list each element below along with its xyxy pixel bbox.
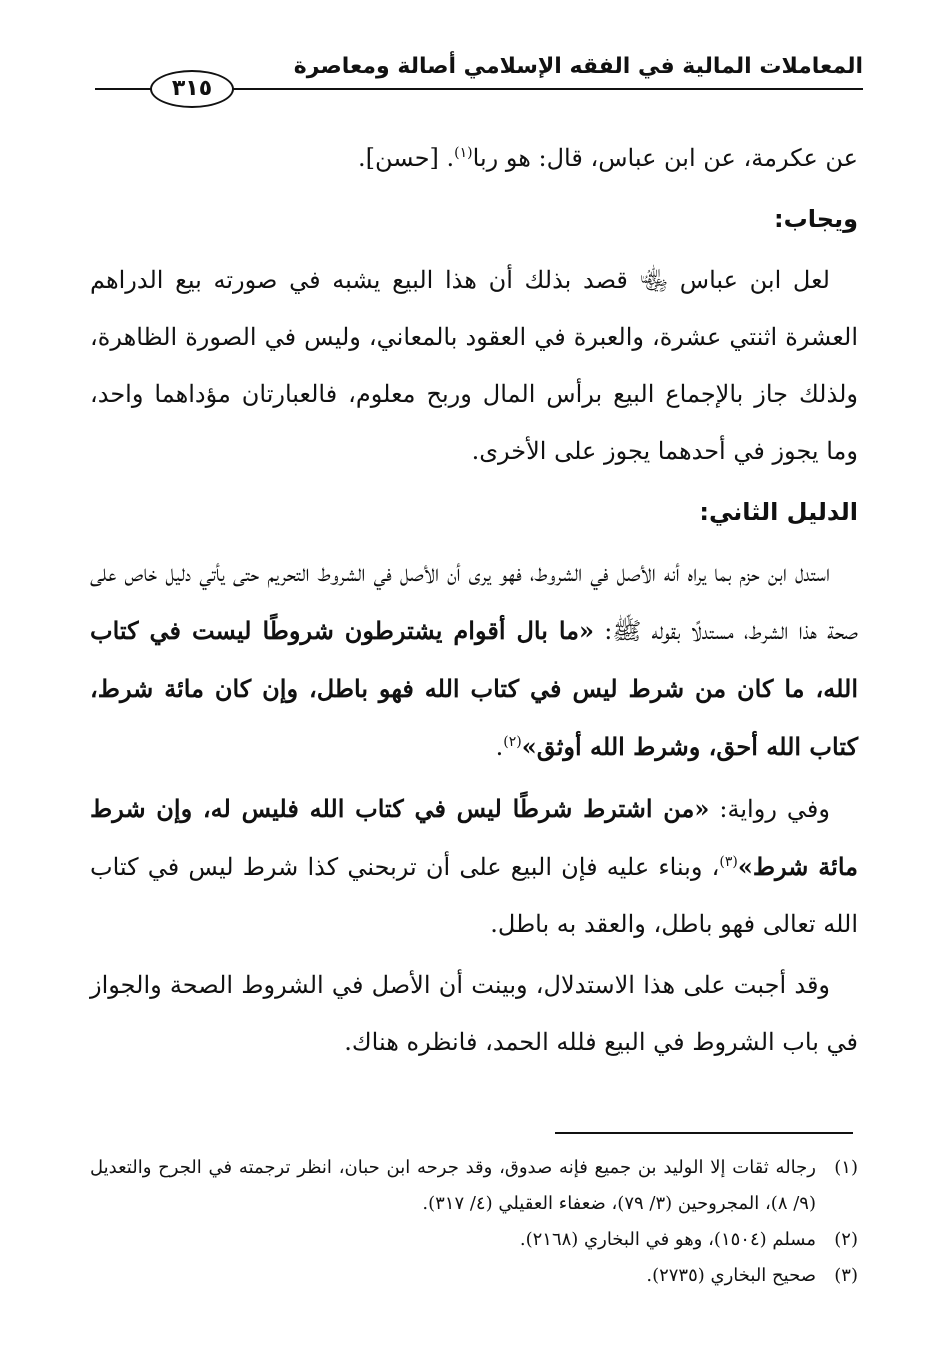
- paragraph-4-text: وفي رواية:: [709, 795, 830, 823]
- footnote-text: مسلم (١٥٠٤)، وهو في البخاري (٢١٦٨).: [519, 1229, 816, 1250]
- paragraph-4: [90, 780, 858, 953]
- page-number: ٣١٥: [150, 70, 234, 108]
- footnote-ref-2[interactable]: (٢): [503, 734, 522, 750]
- hadith-quote-2: «من اشترط شرطًا ليس في كتاب الله فليس له، وإن شرط مائة شرط»: [90, 794, 858, 881]
- paragraph-3: [90, 545, 858, 776]
- paragraph-1-text: عن عكرمة، عن ابن عباس، قال: هو ربا: [472, 144, 858, 172]
- footnote-ref-3[interactable]: (٣): [719, 854, 738, 870]
- footnote-1: [90, 1150, 858, 1222]
- paragraph-1-tail: . [حسن].: [358, 144, 455, 172]
- body-text: [90, 130, 858, 1075]
- paragraph-3-tail: .: [495, 733, 504, 761]
- paragraph-3-text: استدل ابن حزم بما يراه أنه الأصل في الشروط، فهو يرى أن الأصل في الشروط التحريم حتى يأتي دليل خاص على صحة هذا الشرط، مستدلًا بقوله ﷺ:: [90, 559, 858, 645]
- paragraph-5: وقد أجبت على هذا الاستدلال، وبينت أن الأصل في الشروط الصحة والجواز في باب الشروط في البيع فلله الحمد، فانظره هناك.: [90, 971, 858, 1056]
- paragraph-4-tail: ، وبناء عليه فإن البيع على أن تربحني كذا شرط ليس في كتاب الله تعالى فهو باطل، والعقد به باطل.: [90, 853, 858, 938]
- footnotes: [90, 1150, 858, 1294]
- heading-second-evidence: الدليل الثاني:: [699, 498, 858, 526]
- footnote-ref-1[interactable]: (١): [454, 145, 473, 161]
- footnote-number: (٣): [834, 1265, 858, 1286]
- footnote-number: (٢): [834, 1229, 858, 1250]
- hadith-quote-1: «ما بال أقوام يشترطون شروطًا ليست في كتاب الله، ما كان من شرط ليس في كتاب الله فهو باطل، وإن كان مائة شرط، كتاب الله أحق، وشرط الله أوثق»: [90, 616, 858, 761]
- footnote-2: [90, 1222, 858, 1258]
- paragraph-1: [90, 130, 858, 187]
- page-header: [95, 50, 863, 110]
- footnote-number: (١): [834, 1157, 858, 1178]
- footnote-separator: [555, 1132, 853, 1134]
- footnote-text: صحيح البخاري (٢٧٣٥).: [646, 1265, 816, 1286]
- paragraph-2: لعل ابن عباس ﵄ قصد بذلك أن هذا البيع يشبه في صورته بيع الدراهم العشرة اثنتي عشرة، والعبرة في العقود بالمعاني، وليس في الصورة الظاهرة، ولذلك جاز بالإجماع البيع برأس المال وربح معلوم، فالعبارتان مؤداهما واحد، وما يجوز في أحدهما يجوز على الأخرى.: [90, 266, 858, 465]
- footnote-3: [90, 1258, 858, 1294]
- footnote-text: رجاله ثقات إلا الوليد بن جميع فإنه صدوق، وقد جرحه ابن حبان، انظر ترجمته في الجرح والتعديل (٩/ ٨)، المجروحين (٣/ ٧٩)، ضعفاء العقيلي (٤/ ٣١٧).: [90, 1157, 816, 1214]
- running-title: المعاملات المالية في الفقه الإسلامي أصالة ومعاصرة: [293, 54, 863, 79]
- heading-response: ويجاب:: [774, 205, 858, 233]
